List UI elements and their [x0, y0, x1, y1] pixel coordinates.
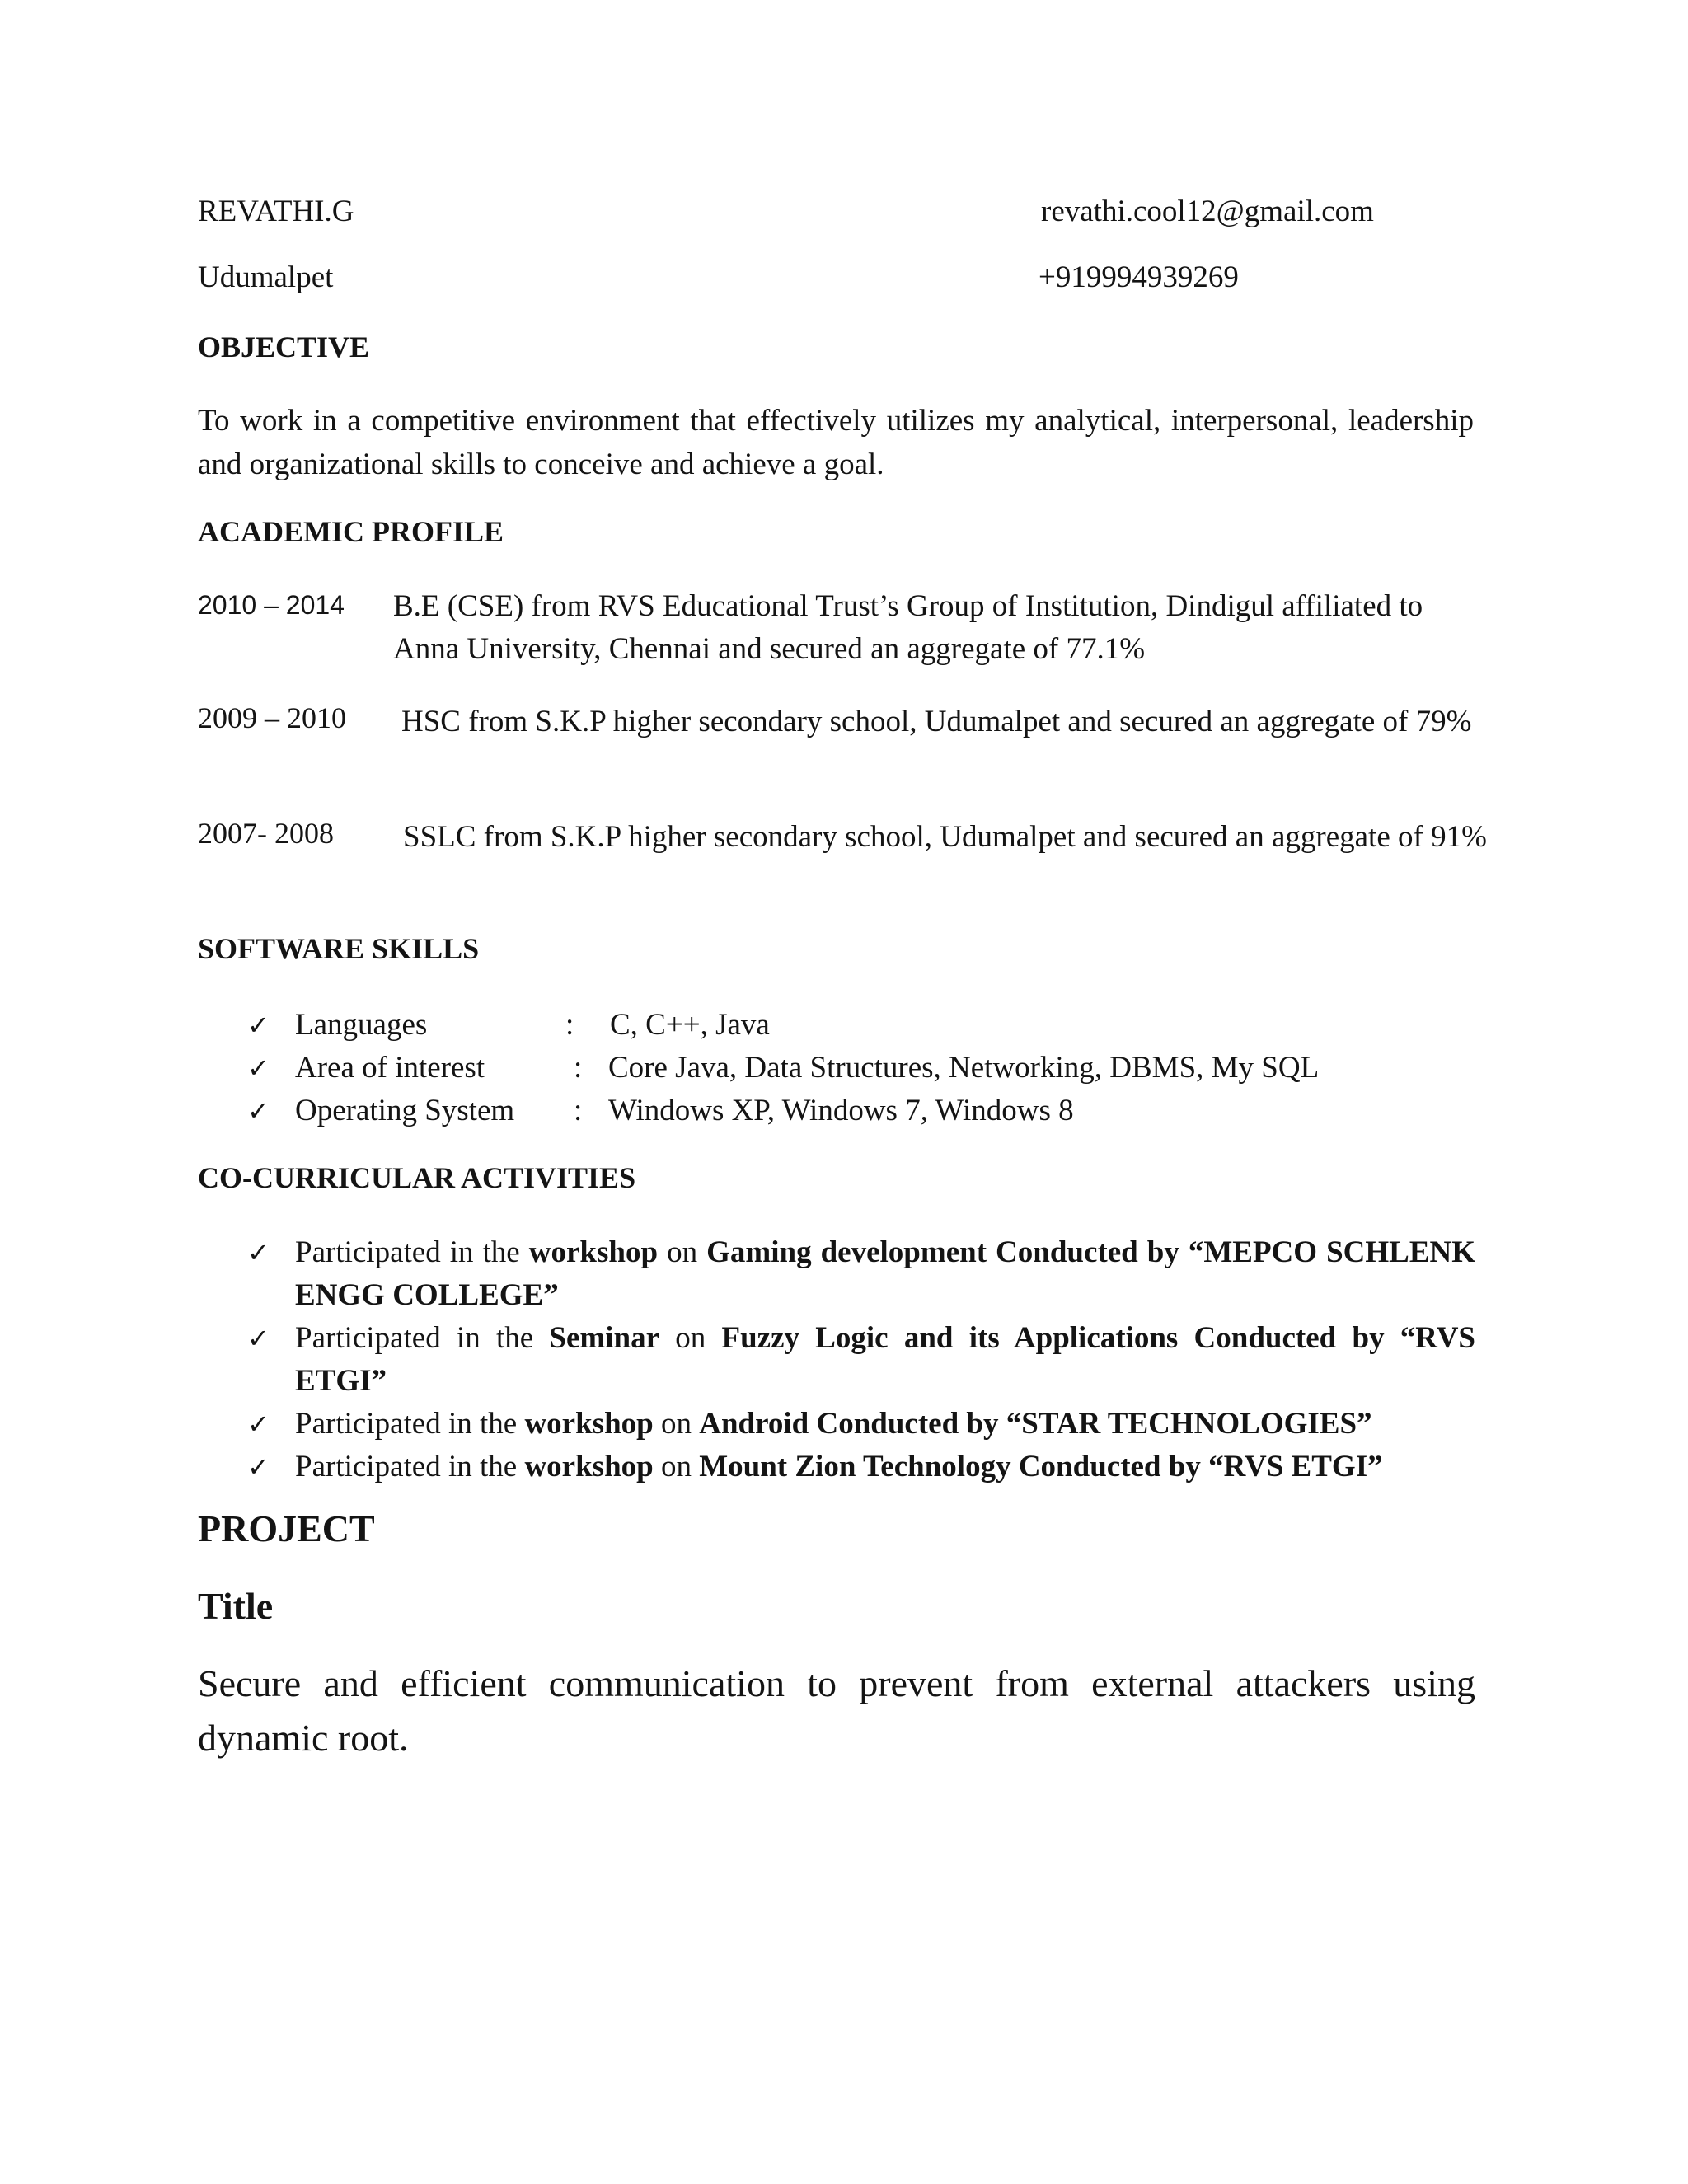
candidate-name: REVATHI.G	[198, 194, 354, 228]
skill-label: Area of interest	[295, 1051, 485, 1085]
activity-prefix: Participated in the	[295, 1321, 534, 1355]
activity-event: workshop	[524, 1407, 654, 1441]
activity-event: workshop	[528, 1235, 659, 1269]
activity-prefix: Participated in the	[295, 1407, 518, 1441]
activity-detail: Android Conducted by “STAR TECHNOLOGIES”	[699, 1407, 1372, 1441]
project-title-label: Title	[198, 1585, 274, 1627]
phone-number: +919994939269	[1039, 260, 1239, 294]
project-title-text: Secure and efficient communication to prevent from external attackers using dynamic root.	[198, 1662, 1475, 1759]
candidate-location: Udumalpet	[198, 260, 334, 294]
skills-list	[247, 1004, 1475, 1132]
objective-heading: OBJECTIVE	[198, 330, 370, 363]
skill-label: Languages	[295, 1008, 428, 1042]
activity-detail: Mount Zion Technology Conducted by “RVS ETGI”	[699, 1450, 1383, 1483]
activity-on: on	[660, 1407, 692, 1441]
check-icon: ✓	[247, 1052, 270, 1084]
skill-item	[247, 1090, 1475, 1132]
objective-text: To work in a competitive environment that effectively utilizes my analytical, interpersonal, leadership and organizational skills to conceive and achieve a goal.	[198, 404, 1474, 481]
activity-event: workshop	[524, 1450, 654, 1483]
activity-detail: Gaming development Conducted by “MEPCO SCHLENK ENGG COLLEGE”	[295, 1235, 1476, 1312]
activity-item	[247, 1403, 1475, 1446]
skill-separator: :	[574, 1051, 583, 1085]
academic-years: 2010 – 2014	[198, 590, 345, 620]
check-icon: ✓	[247, 1408, 270, 1440]
email-address: revathi.cool12@gmail.com	[1041, 194, 1374, 228]
academic-details: HSC from S.K.P higher secondary school, Udumalpet and secured an aggregate of 79%	[401, 705, 1472, 738]
skill-separator: :	[574, 1094, 583, 1127]
academic-details: B.E (CSE) from RVS Educational Trust’s Group of Institution, Dindigul affiliated to Anna University, Chennai and secured an aggregate of 77.1%	[393, 589, 1423, 666]
skill-label: Operating System	[295, 1094, 515, 1127]
activity-on: on	[660, 1450, 692, 1483]
project-heading: PROJECT	[198, 1507, 375, 1549]
academic-years: 2009 – 2010	[198, 701, 346, 734]
academic-details: SSLC from S.K.P higher secondary school, Udumalpet and secured an aggregate of 91%	[403, 820, 1487, 854]
skill-value: C, C++, Java	[610, 1008, 770, 1042]
cocurricular-heading: CO-CURRICULAR ACTIVITIES	[198, 1161, 636, 1194]
check-icon: ✓	[247, 1323, 270, 1354]
activity-detail: Fuzzy Logic and its Applications Conducted by “RVS ETGI”	[295, 1321, 1476, 1398]
activity-prefix: Participated in the	[295, 1235, 520, 1269]
activity-item	[247, 1317, 1475, 1403]
cocurricular-list	[247, 1231, 1475, 1488]
skill-value: Core Java, Data Structures, Networking, DBMS, My SQL	[608, 1051, 1320, 1085]
academic-years: 2007- 2008	[198, 817, 334, 850]
academic-heading: ACADEMIC PROFILE	[198, 515, 504, 548]
activity-on: on	[675, 1321, 706, 1355]
skill-item	[247, 1004, 1475, 1047]
activity-item	[247, 1446, 1475, 1488]
check-icon: ✓	[247, 1237, 270, 1268]
check-icon: ✓	[247, 1010, 270, 1041]
activity-item	[247, 1231, 1475, 1317]
skill-item	[247, 1047, 1475, 1090]
skill-value: Windows XP, Windows 7, Windows 8	[608, 1094, 1074, 1127]
skill-separator: :	[565, 1008, 574, 1042]
activity-on: on	[667, 1235, 698, 1269]
skills-heading: SOFTWARE SKILLS	[198, 932, 480, 965]
check-icon: ✓	[247, 1095, 270, 1127]
activity-event: Seminar	[549, 1321, 659, 1355]
check-icon: ✓	[247, 1451, 270, 1483]
activity-prefix: Participated in the	[295, 1450, 518, 1483]
